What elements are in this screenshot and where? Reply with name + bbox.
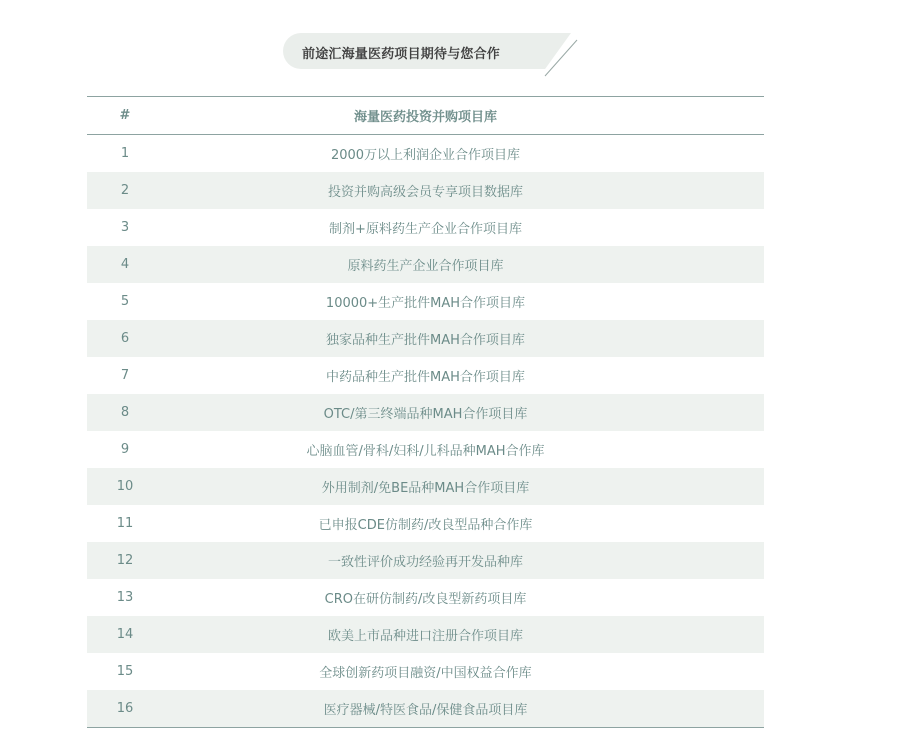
- row-name: 独家品种生产批件MAH合作项目库: [326, 333, 525, 348]
- row-name: 全球创新药项目融资/中国权益合作库: [319, 666, 532, 681]
- row-index: 5: [120, 294, 130, 309]
- row-name: 10000+生产批件MAH合作项目库: [325, 296, 526, 311]
- row-index: 13: [116, 590, 134, 605]
- row-index: 14: [116, 627, 134, 642]
- table-row: [87, 505, 764, 542]
- row-index: 11: [116, 516, 134, 531]
- page-title: 前途汇海量医药项目期待与您合作: [302, 47, 501, 62]
- table-row: [87, 431, 764, 468]
- project-library-table-container: [87, 96, 764, 728]
- table-row: [87, 394, 764, 431]
- row-name: 一致性评价成功经验再开发品种库: [327, 555, 523, 570]
- table-row: [87, 320, 764, 357]
- row-index: 6: [120, 331, 130, 346]
- row-index: 10: [116, 479, 134, 494]
- table-row: [87, 616, 764, 653]
- row-name: 欧美上市品种进口注册合作项目库: [327, 629, 523, 644]
- row-index: 9: [120, 442, 130, 457]
- row-name: 外用制剂/免BE品种MAH合作项目库: [321, 481, 530, 496]
- table-header-row: [87, 97, 764, 135]
- row-name: 2000万以上利润企业合作项目库: [330, 148, 521, 163]
- row-index: 7: [120, 368, 130, 383]
- row-name: 中药品种生产批件MAH合作项目库: [326, 370, 525, 385]
- header-index: #: [119, 108, 131, 123]
- row-name: 心脑血管/骨科/妇科/儿科品种MAH合作库: [306, 444, 545, 459]
- row-name: OTC/第三终端品种MAH合作项目库: [323, 407, 528, 422]
- header-name: 海量医药投资并购项目库: [353, 110, 497, 125]
- table-row: [87, 542, 764, 579]
- row-name: 投资并购高级会员专享项目数据库: [327, 185, 523, 200]
- table-row: [87, 283, 764, 320]
- table-row: [87, 468, 764, 505]
- row-index: 8: [120, 405, 130, 420]
- table-row: [87, 135, 764, 173]
- row-name: 医疗器械/特医食品/保健食品项目库: [323, 703, 528, 718]
- table-row: [87, 579, 764, 616]
- table-row: [87, 246, 764, 283]
- row-index: 15: [116, 664, 134, 679]
- row-index: 12: [116, 553, 134, 568]
- project-library-table: [87, 96, 764, 728]
- table-row: [87, 690, 764, 728]
- row-index: 16: [116, 701, 134, 716]
- row-name: 已申报CDE仿制药/改良型品种合作库: [318, 518, 533, 533]
- row-index: 3: [120, 220, 130, 235]
- row-name: CRO在研仿制药/改良型新药项目库: [324, 592, 527, 607]
- table-row: [87, 172, 764, 209]
- table-row: [87, 653, 764, 690]
- row-name: 原料药生产企业合作项目库: [347, 259, 504, 274]
- table-row: [87, 357, 764, 394]
- row-index: 1: [120, 146, 130, 161]
- row-name: 制剂+原料药生产企业合作项目库: [329, 222, 522, 237]
- row-index: 2: [120, 183, 130, 198]
- table-row: [87, 209, 764, 246]
- row-index: 4: [120, 257, 130, 272]
